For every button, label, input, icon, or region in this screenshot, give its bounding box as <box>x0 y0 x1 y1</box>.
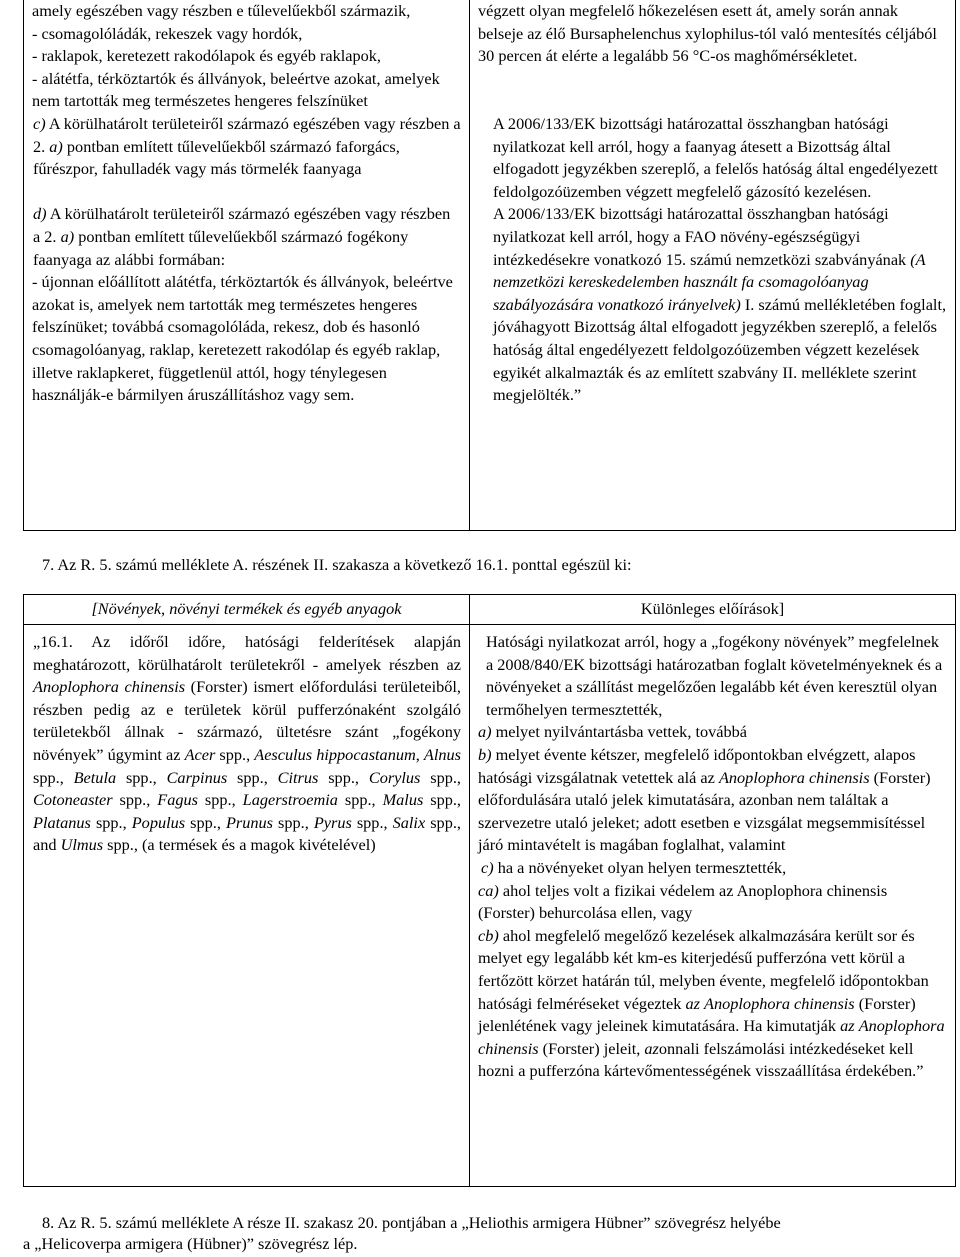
item-16-1: „16.1. Az időről időre, hatósági felderítések alapján meghatározott, körülhatárolt területekről - amelyek részben az Anoplophora chinensis (Forster) ismert előfordulási területeiből, részben pedig az e területek körül pufferzónaként szolgáló területekből állnak - származó, ültetésre szánt „fogékony növények” úgymint az Acer spp., Aesculus hippocastanum, Alnus spp., Betula spp., Carpinus spp., Citrus spp., Corylus spp., Cotoneaster spp., Fagus spp., Lagerstroemia spp., Malus spp., Platanus spp., Populus spp., Prunus spp., Pyrus spp., Salix spp., and Ulmus spp., (a termések és a magok kivételével) <box>33 632 462 855</box>
item-cb: cb) ahol megfelelő megelőző kezelések alkalmazására került sor és melyet egy legalább két km-es kiterjedésű pufferzóna vett körül a fertőzött körzet határán túl, melyben évente, megfelelő időpontokban hatósági felméréseket végeztek az Anoplophora chinensis (Forster) jelenlétének vagy jeleinek kimutatására. Ha kimutatják az Anoplophora chinensis (Forster) jeleit, azonnali felszámolási intézkedéseket kell hozni a pufferzóna kártevőmentességének visszaállítása érdekében.” <box>478 925 945 1081</box>
table1-right-cell <box>470 0 956 530</box>
text-line-with-italic: A 2006/133/EK bizottsági határozattal összhangban hatósági nyilatkozat kell arról, hogy a FAO növény-egészségügyi intézkedésekre vonatkozó 15. számú nemzetközi szabványának (A nemzetközi kereskedelemben használt fa csomagolóanyag szabályozására vonatkozó irányelvek) I. számú mellékletében foglalt, jóváhagyott Bizottság által elfogadott jegyzékben szereplő, a felelős hatóság által engedélyezett feldolgozóüzemben végzett kezelések egyikét alkalmazták és az említett szabvány II. melléklete szerint megjelölték.” <box>493 204 947 405</box>
requirements-table-16-1 <box>23 594 956 1187</box>
text-line: - alátétfa, térköztartók és állványok, beleértve azokat, amelyek nem tartották meg természetes hengeres felszínüket <box>32 68 440 111</box>
item-a: a) melyet nyilvántartásba vettek, továbbá <box>478 722 747 742</box>
table2-header-left <box>24 595 470 625</box>
text-line: A 2006/133/EK bizottsági határozattal összhangban hatósági nyilatkozat kell arról, hogy a faanyag átesett a Bizottság által elfogadott jegyzékben szereplő, a felelős hatóság által engedélyezett feldolgozóüzemben végzett megfelelő gázosító kezelésen. <box>493 113 938 201</box>
text-line: Hatósági nyilatkozat arról, hogy a „fogékony növények” megfelelnek a 2008/840/EK bizottsági határozatban foglalt követelményeknek és a növényeket a szállítást megelőzően legalább két éven keresztül olyan termőhelyen termesztették, <box>486 632 943 719</box>
text-line: amely egészében vagy részben e tűlevelűekből származik, <box>32 1 411 20</box>
item-d: d) A körülhatárolt területeiről származó egészében vagy részben a 2. a) pontban említett tűlevelűekből származó fogékony faanyaga az alábbi formában: <box>33 204 451 269</box>
paragraph-7: 7. Az R. 5. számú melléklete A. részének II. szakasza a következő 16.1. ponttal egészül ki: <box>42 555 632 574</box>
table2-left-cell <box>24 625 470 1187</box>
text-line: - csomagolóládák, rekeszek vagy hordók, <box>32 23 303 43</box>
text-line: végzett olyan megfelelő hőkezelésen esett át, amely során annak belseje az élő Bursaphelenchus xylophilus-tól való mentesítés céljából 30 percen át elérte a legalább 56 °C-os maghőmérsékletet. <box>478 1 937 66</box>
paragraph-8-line1: 8. Az R. 5. számú melléklete A része II. szakasz 20. pontjában a „Heliothis armigera Hübner” szövegrész helyébe <box>42 1213 781 1232</box>
header-right-text: Különleges előírások] <box>640 599 785 619</box>
item-ca: ca) ahol teljes volt a fizikai védelem az Anoplophora chinensis (Forster) behurcolása ellen, vagy <box>478 880 888 923</box>
text-line: - raklapok, keretezett rakodólapok és egyéb raklapok, <box>32 46 381 66</box>
table1-left-cell <box>24 0 470 530</box>
paragraph-8-line2: a „Helicoverpa armigera (Hübner)” szövegrész lép. <box>23 1234 358 1253</box>
table2-right-cell <box>470 625 956 1187</box>
header-left-text: [Növények, növényi termékek és egyéb anyagok <box>91 599 402 619</box>
requirements-table-continued <box>23 0 956 531</box>
table2-header-right <box>470 595 956 625</box>
text-line: - újonnan előállított alátétfa, térköztartók és állványok, beleértve azokat is, amelyek nem tartották meg természetes hengeres felszínüket; továbbá csomagolóláda, rekesz, dob és hasonló csomagolóanyag, raklap, keretezett rakodólap és egyéb raklap, illetve raklapkeret, függetlenül attól, hogy ténylegesen használják-e bármilyen áruszállításhoz vagy sem. <box>32 272 453 405</box>
item-b: b) melyet évente kétszer, megfelelő időpontokban elvégzett, alapos hatósági vizsgálatnak vetettek alá az Anoplophora chinensis (Forster) előfordulására utaló jelek kimutatására, azonban nem találtak a szervezetre utaló jeleket; adott esetben e vizsgálat megsemmisítéssel járó mintavételt is magában foglalhat, valamint <box>478 744 931 855</box>
item-c: c) A körülhatárolt területeiről származó egészében vagy részben a 2. a) pontban említett tűlevelűekből származó faforgács, fűrészpor, fahulladék vagy más törmelék faanyaga <box>33 113 461 179</box>
item-c2: c) ha a növényeket olyan helyen termesztették, <box>481 857 787 877</box>
